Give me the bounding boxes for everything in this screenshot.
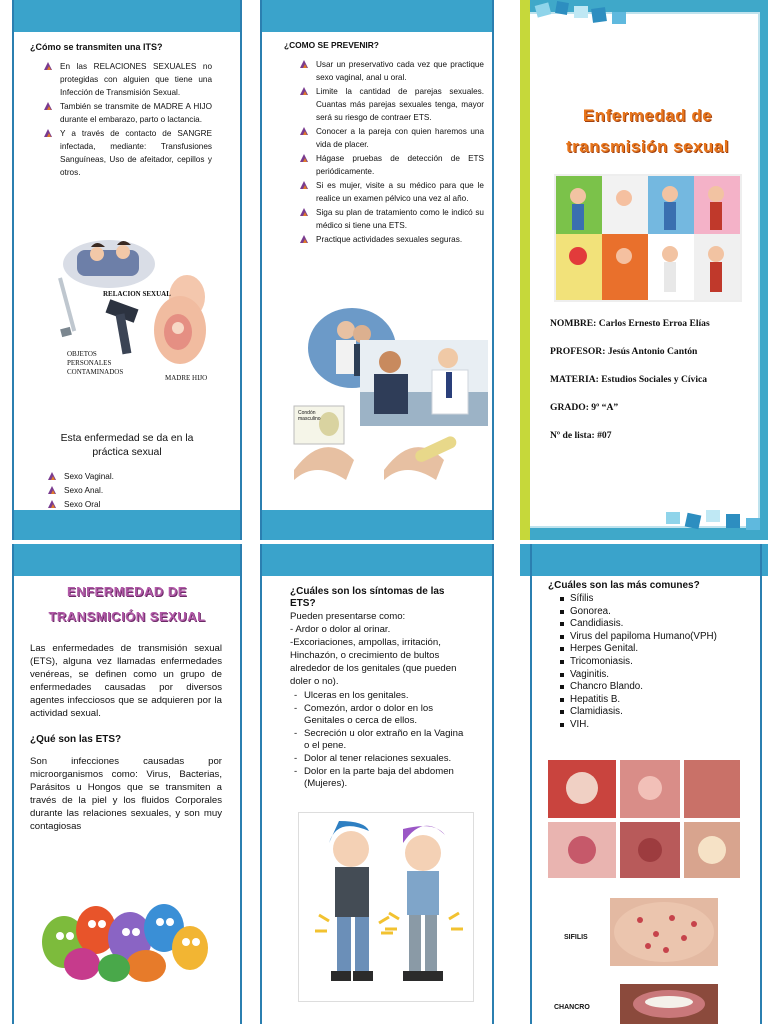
symptoms-intro-line: -Excoriaciones, ampollas, irritación, Hinchazón, o crecimiento de bultos alrededor de los genitales (que pueden doler o no). [290, 637, 457, 687]
bullet-icon [300, 87, 308, 95]
list-item: VIH. [548, 719, 744, 732]
cover-collage [554, 174, 742, 302]
common-list [548, 593, 744, 732]
symptoms-list [290, 690, 470, 791]
symptoms-intro-line: - Ardor o dolor al orinar. [290, 624, 391, 635]
cover-decoration-top [526, 0, 646, 30]
definition-title-line2: TRANSMICIÓN SEXUAL [48, 609, 206, 624]
bullet-icon [44, 102, 52, 110]
list-item: Siga su plan de tratamiento como le indicó su médico si tiene una ETS. [298, 206, 484, 232]
panel-bottom-bar [12, 510, 242, 540]
bullet-icon [48, 500, 56, 508]
list-item: - Comezón, ardor o dolor en los Genitales o cerca de ellos. [290, 703, 470, 728]
list-item: Herpes Genital. [548, 643, 744, 656]
chancro-photo [620, 984, 718, 1024]
condom-illustration [284, 400, 474, 490]
panel-symptoms [260, 544, 494, 1024]
prevention-question: ¿COMO SE PREVENIR? [284, 40, 379, 50]
list-item: - Dolor al tener relaciones sexuales. [290, 753, 470, 766]
common-question: ¿Cuáles son las más comunes? [548, 580, 700, 591]
bullet-icon [48, 486, 56, 494]
list-item: Gonorea. [548, 606, 744, 619]
panel-top-bar [260, 544, 494, 576]
prevention-list [298, 58, 484, 246]
cover-decoration-bottom [660, 504, 768, 538]
germs-illustration [34, 886, 214, 986]
panel-prevention [260, 0, 494, 540]
transmission-illustration [47, 232, 217, 392]
definition-answer: Son infecciones causadas por microorganismos como: Virus, Bacterias, Parásitos u Hongos que se transmiten a través de la piel y los fluidos Corporales durante las relaciones sexuales, y son muy contagiosas [30, 756, 222, 832]
info-line: GRADO: 9º “A” [550, 402, 619, 413]
panel-top-bar [260, 0, 494, 32]
list-item: Usar un preservativo cada vez que practique sexo vaginal, anal u oral. [298, 58, 484, 84]
label-madre: MADRE HIJO [165, 374, 208, 382]
condom-label: Condón masculino [298, 410, 321, 422]
list-item: Hágase pruebas de detección de ETS periódicamente. [298, 152, 484, 178]
list-item: Clamidiasis. [548, 706, 744, 719]
list-item: - Ulceras en los genitales. [290, 690, 470, 703]
definition-title-line1: ENFERMEDAD DE [67, 584, 187, 599]
list-item: Tricomoniasis. [548, 656, 744, 669]
practice-heading: Esta enfermedad se da en la práctica sexual [60, 433, 194, 458]
sifilis-photo [610, 898, 718, 966]
list-item: Hepatitis B. [548, 694, 744, 707]
symptoms-intro-line: Pueden presentarse como: [290, 611, 406, 622]
panel-top-bar [12, 544, 242, 576]
label-objetos: OBJETOS PERSONALES CONTAMINADOS [67, 350, 124, 376]
bullet-icon [48, 472, 56, 480]
symptoms-illustration [298, 812, 474, 1002]
list-item: - Secreción u olor extraño en la Vagina o el pene. [290, 728, 470, 753]
info-line: NOMBRE: Carlos Ernesto Erroa Elías [550, 318, 710, 329]
bullet-icon [300, 60, 308, 68]
bullet-icon [44, 62, 52, 70]
panel-top-bar [12, 0, 242, 32]
definition-question: ¿Qué son las ETS? [30, 734, 122, 745]
list-item: - Dolor en la parte baja del abdomen (Mujeres). [290, 766, 470, 791]
list-item: Candidiasis. [548, 618, 744, 631]
transmission-list [42, 60, 212, 179]
transmission-question: ¿Cómo se transmiten una ITS? [30, 42, 163, 52]
list-item: Sífilis [548, 593, 744, 606]
cover-info [550, 318, 760, 458]
list-item: Y a través de contacto de SANGRE infectada, mediante: Transfusiones Sanguíneas, Uso de afeitador, cepillos y otros. [42, 127, 212, 179]
list-item: Practique actividades sexuales seguras. [298, 233, 484, 246]
definition-intro: Las enfermedades de transmisión sexual (ETS), alguna vez llamadas enfermedades venéreas, se definen como un grupo de enfermedades causadas por diversos agentes infecciosos que se adquieren por la actividad sexual. [30, 643, 222, 719]
panel-definition [12, 544, 242, 1024]
bullet-icon [300, 154, 308, 162]
panel-cover [520, 0, 768, 540]
label-sifilis: SIFILIS [564, 934, 588, 941]
list-item: Chancro Blando. [548, 681, 744, 694]
cover-title-line1: Enfermedad de [582, 106, 713, 125]
bullet-icon [44, 129, 52, 137]
info-line: Nº de lista: #07 [550, 430, 612, 441]
list-item: Sexo Oral [46, 498, 212, 511]
bullet-icon [300, 181, 308, 189]
bullet-icon [300, 127, 308, 135]
cover-title [540, 100, 755, 162]
panel-transmission [12, 0, 242, 540]
cover-title-line2: transmisión sexual [565, 137, 729, 156]
list-item: Conocer a la pareja con quien haremos una vida de placer. [298, 125, 484, 151]
lesions-photo-grid [548, 760, 740, 878]
info-line: PROFESOR: Jesús Antonio Cantón [550, 346, 698, 357]
list-item: Virus del papiloma Humano(VPH) [548, 631, 744, 644]
list-item: Limite la cantidad de parejas sexuales. Cuantas más parejas sexuales tenga, mayor será su riesgo de contraer ETS. [298, 85, 484, 124]
list-item: También se transmite de MADRE A HIJO durante el embarazo, parto o lactancia. [42, 100, 212, 126]
panel-top-bar [520, 544, 768, 576]
label-chancro: CHANCRO [554, 1004, 590, 1011]
list-item: Sexo Vaginal. [46, 470, 212, 483]
list-item: Vaginitis. [548, 669, 744, 682]
panel-common [520, 544, 768, 1024]
practice-list [46, 470, 212, 511]
list-item: Sexo Anal. [46, 484, 212, 497]
definition-title [12, 580, 242, 630]
symptoms-question: ¿Cuáles son los síntomas de las ETS? [290, 586, 445, 609]
cover-left-stripe [520, 0, 530, 540]
label-relacion: RELACION SEXUAL [103, 290, 171, 298]
info-line: MATERIA: Estudios Sociales y Cívica [550, 374, 708, 385]
bullet-icon [300, 208, 308, 216]
list-item: En las RELACIONES SEXUALES no protegidas con alguien que tiene una Infección de Transmisión Sexual. [42, 60, 212, 99]
list-item: Si es mujer, visite a su médico para que le realice un examen pélvico una vez al año. [298, 179, 484, 205]
panel-bottom-bar [260, 510, 494, 540]
bullet-icon [300, 235, 308, 243]
